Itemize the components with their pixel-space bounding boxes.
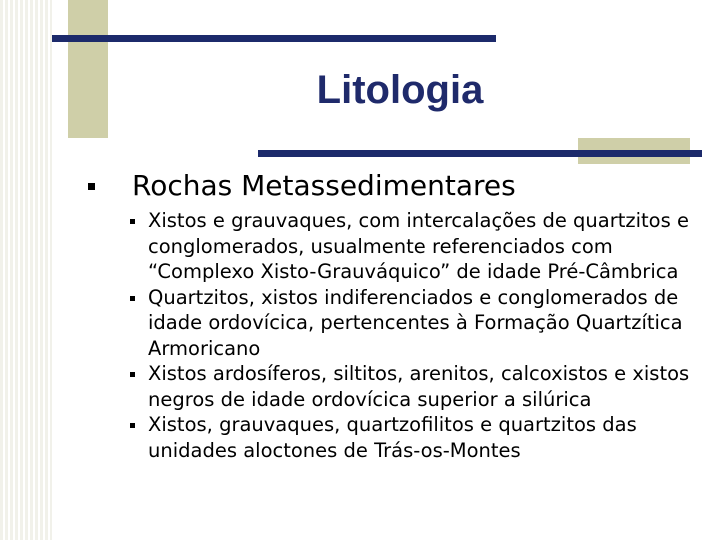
main-bullet-icon — [88, 183, 95, 190]
decorative-bar-top — [52, 35, 496, 42]
list-item — [128, 285, 713, 362]
list-item — [128, 361, 713, 412]
section-heading: Rochas Metassedimentares — [132, 169, 516, 202]
slide-title: Litologia — [316, 68, 484, 112]
square-bullet-icon — [130, 423, 135, 428]
bullet-list — [128, 208, 713, 463]
decorative-block-left — [68, 0, 108, 138]
square-bullet-icon — [130, 219, 135, 224]
square-bullet-icon — [130, 296, 135, 301]
list-item-text: Quartzitos, xistos indiferenciados e conglomerados de idade ordovícica, pertencentes à Formação Quartzítica Armoricano — [148, 285, 683, 360]
list-item-text: Xistos, grauvaques, quartzofilitos e quartzitos das unidades aloctones de Trás-os-Montes — [148, 413, 637, 462]
square-bullet-icon — [130, 372, 135, 377]
decorative-stripe-left — [0, 0, 52, 540]
decorative-bar-bottom — [258, 150, 702, 157]
list-item-text: Xistos ardosíferos, siltitos, arenitos, calcoxistos e xistos negros de idade ordovícica superior a silúrica — [148, 362, 690, 411]
list-item — [128, 412, 713, 463]
list-item-text: Xistos e grauvaques, com intercalações de quartzitos e conglomerados, usualmente referenciados com “Complexo Xisto-Grauváquico” de idade Pré-Câmbrica — [148, 209, 689, 283]
list-item — [128, 208, 713, 285]
